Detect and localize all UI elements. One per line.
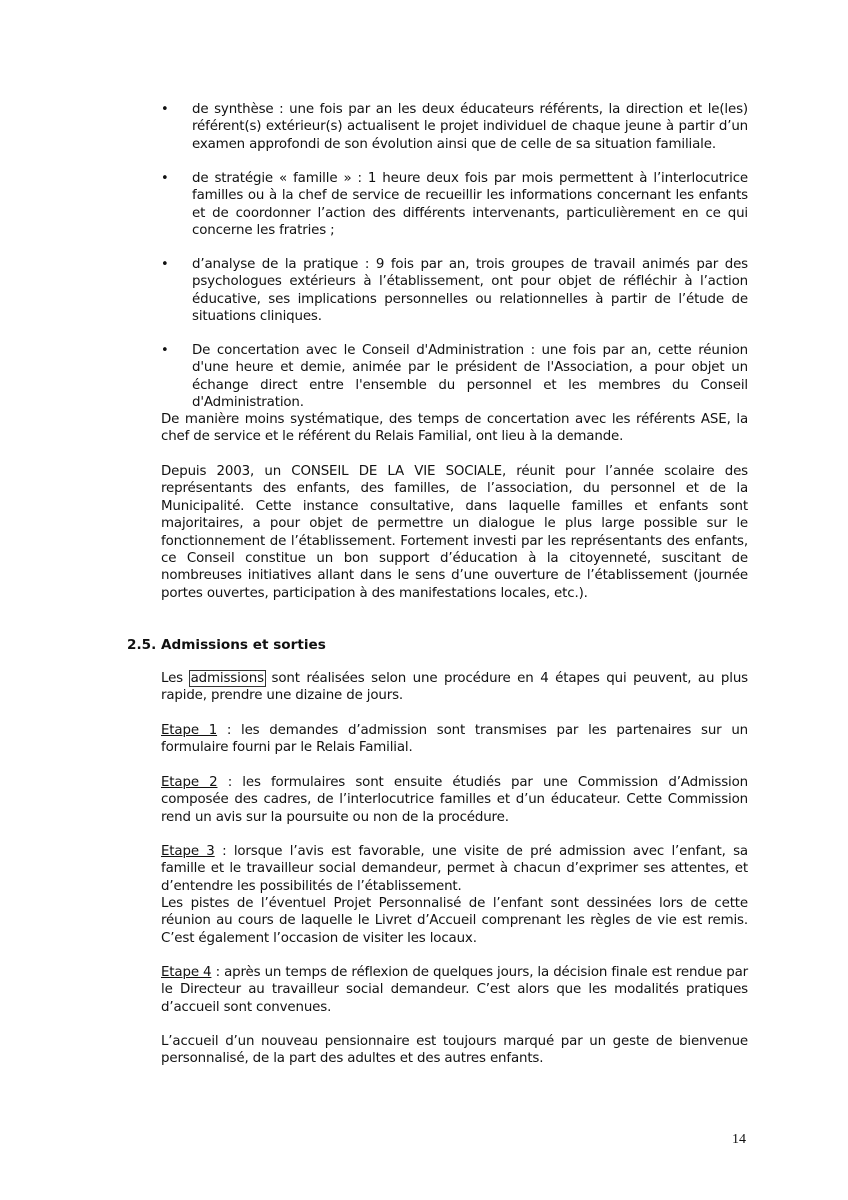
step-label: Etape 2: [161, 775, 218, 790]
paragraph-admissions-intro: [161, 670, 748, 705]
paragraph-etape-3: [161, 843, 748, 895]
intro-suffix: sont réalisées selon une procédure en 4 étapes qui peuvent, au plus rapide, prendre une dizaine de jours.: [161, 671, 748, 704]
step-text: : les demandes d’admission sont transmises par les partenaires sur un formulaire fourni par le Relais Familial.: [161, 723, 748, 756]
bullet-icon: •: [161, 102, 169, 117]
step-text: : les formulaires sont ensuite étudiés par une Commission d’Admission composée des cadres, de l’interlocutrice familles et d’un éducateur. Cette Commission rend un avis sur la poursuite ou non de la procédure.: [161, 775, 748, 825]
page-number: 14: [732, 1132, 746, 1147]
section-heading: [127, 636, 326, 654]
paragraph-conseil-vie-sociale: Depuis 2003, un CONSEIL DE LA VIE SOCIALE, réunit pour l’année scolaire des représentants des enfants, des familles, de l’association, du personnel et de la Municipalité. Cette instance consultative, dans laquelle familles et enfants sont majoritaires, a pour objet de permettre un dialogue le plus large possible sur le fonctionnement de l’établissement. Fortement investi par les représentants des enfants, ce Conseil constitue un bon support d’éducation à la citoyenneté, suscitant de nombreuses initiatives allant dans le sens d’une ouverture de l’établissement (journée portes ouvertes, participation à des manifestations locales, etc.).: [161, 464, 748, 601]
paragraph-etape-1: [161, 722, 748, 757]
paragraph-etape-2: [161, 774, 748, 826]
paragraph-etape-3-continuation: Les pistes de l’éventuel Projet Personnalisé de l’enfant sont dessinées lors de cette réunion au cours de laquelle le Livret d’Accueil comprenant les règles de vie est remis. C’est également l’occasion de visiter les locaux.: [161, 896, 748, 946]
step-label: Etape 1: [161, 723, 218, 738]
bullet-text-strategie-famille: de stratégie « famille » : 1 heure deux fois par mois permettent à l’interlocutrice familles ou à la chef de service de recueillir les informations concernant les enfants et de coordonner l’action des différents intervenants, particulièrement en ce qui concerne les fratries ;: [192, 171, 748, 239]
section-title: Admissions et sorties: [161, 637, 326, 653]
step-text: : après un temps de réflexion de quelques jours, la décision finale est rendue par le Directeur au travailleur social demandeur. C’est alors que les modalités pratiques d’accueil sont convenues.: [161, 965, 748, 1015]
step-label: Etape 4: [161, 965, 212, 980]
bullet-text-concertation-ca: De concertation avec le Conseil d'Administration : une fois par an, cette réunion d'une heure et demie, animée par le président de l'Association, a pour objet un échange direct entre l'ensemble du personnel et les membres du Conseil d'Administration.: [192, 343, 748, 411]
intro-prefix: Les: [161, 671, 190, 686]
paragraph-accueil: L’accueil d’un nouveau pensionnaire est toujours marqué par un geste de bienvenue personnalisé, de la part des adultes et des autres enfants.: [161, 1034, 748, 1067]
bullet-icon: •: [161, 343, 169, 358]
bullet-text-analyse-pratique: d’analyse de la pratique : 9 fois par an, trois groupes de travail animés par des psychologues extérieurs à l’établissement, ont pour objet de réfléchir à l’action éducative, ses implications personnelles ou relationnelles à partir de l’étude de situations cliniques.: [192, 257, 748, 325]
section-number: 2.5.: [127, 637, 157, 653]
admissions-highlight: admissions: [190, 671, 264, 686]
bullet-text-synthese: de synthèse : une fois par an les deux éducateurs référents, la direction et le(les) référent(s) extérieur(s) actualisent le projet individuel de chaque jeune à partir d’un examen approfondi de son évolution ainsi que de celle de sa situation familiale.: [192, 102, 748, 152]
paragraph-etape-4: [161, 964, 748, 1016]
bullet-icon: •: [161, 171, 169, 186]
step-label: Etape 3: [161, 844, 215, 859]
step-text: : lorsque l’avis est favorable, une visite de pré admission avec l’enfant, sa famille et le travailleur social demandeur, permet à chacun d’exprimer ses attentes, et d’entendre les possibilités de l’établissement.: [161, 844, 748, 894]
paragraph-concertation: De manière moins systématique, des temps de concertation avec les référents ASE, la chef de service et le référent du Relais Familial, ont lieu à la demande.: [161, 412, 748, 445]
bullet-icon: •: [161, 257, 169, 272]
